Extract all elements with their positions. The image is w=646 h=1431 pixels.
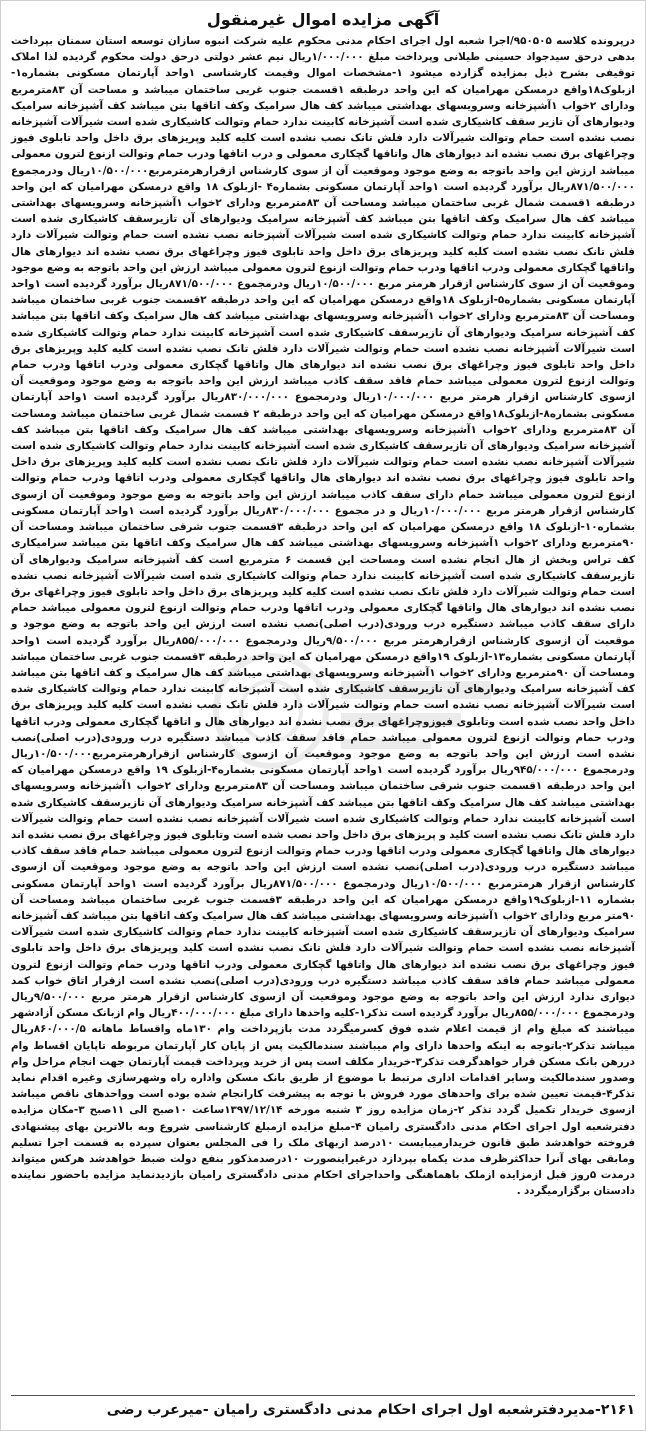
notice-signature: ۲۱۶۱-مدیردفترشعبه اول اجرای احکام مدنی دادگستری رامیان -میرعرب رضی xyxy=(11,1395,635,1420)
notice-title: آگهی مزایده اموال غیرمنقول xyxy=(206,10,440,29)
notice-body xyxy=(11,33,635,1200)
notice-body-text: درپرونده کلاسه ۹۵۰۵۰۵/اجرا شعبه اول اجرای احکام مدنی محکوم علیه شرکت انبوه سازان توسعه استان سمنان بپرداخت بدهی درحق سیدجواد حسینی طیلانی وپرداخت مبلغ ۱/۰۰۰/۰۰۰ریال نیم عشر دولتی درحق دولت محکوم گردیده لذا املاک توقیفی بشرح ذیل بمزایده گزارده میشود ۱-مشخصات اموال وقیمت کارشناسی ۱واحد آپارتمان مسکونی بشماره۱-ازبلوک۱۸واقع درمسکن مهرامیان که این واحد درطبقه ۱قسمت جنوب غربی ساختمان میباشد و مساحت آن ۸۳مترمربع ودارای ۲خواب ۱آشپزخانه وسرویسهای بهداشتی میباشد کف هال سرامیک وکف اتاقها بتن میباشد کف آشپزخانه سرامیک ودیوارهای آن تازیر سقف کاشیکاری شده است آشپزخانه کابینت ندارد حمام وتوالت کاشیکاری شده است شیرآلات آشپزخانه نصب نشده است حمام وتوالت شیرآلات دارد فلش تانک نصب نشده است کلیه کلید وپریزهای برق داخل واحد تابلوی فیوز وچراغهای برق نصب نشده اند دیوارهای هال واتاقها گچکاری معمولی و درب اتاقها ودرب حمام وتوالت ازنوع لترون معمولی میباشد ارزش این واحد باتوجه به وضع موجود وموقعیت آن از سوی کارشناس ازقرارهرمترمربع۱۰/۵۰۰/۰۰۰ریال ودرمجموع ۸۷۱/۵۰۰/۰۰۰ریال برآورد گردیده است ۱واحد آپارتمان مسکونی بشماره۴ -ازبلوک ۱۸ واقع درمسکن مهرامیان که این واحد درطبقه ۱قسمت شمال غربی ساختمان میباشد ومساحت آن ۸۳مترمربع ودارای ۲خواب ۱آشپزخانه وسرویسهای بهداشتی میباشد کف هال سرامیک وکف اتاقها بتن میباشد کف آشپزخانه سرامیک ودیوارهای آن تازیرسقف کاشیکاری شده است آشپزخانه کابینت ندارد حمام وتوالت کاشیکاری شده است شیرآلات آشپزخانه نصب نشده است حمام وتوالت شیرآلات دارد فلش تانک نصب نشده است کلیه کلید وپریزهای برق داخل واحد تابلوی فیوز وچراغهای برق نصب نشده اند دیوارهای هال واتاقها گچکاری معمولی ودرب اتاقها ودرب حمام وتوالت ازنوع لترون معمولی میباشد ارزش این واحد باتوجه به وضع موجود وموقعیت آن از سوی کارشناس ازقرار هرمتر مربع ۱۰/۵۰۰/۰۰۰ریال ودرمجموع ۸۷۱/۵۰۰/۰۰۰ریال برآورد گردیده است ۱واحد آپارتمان مسکونی بشماره۵-ازبلوک ۱۸واقع درمسکن مهرامیان که این واحد درطبقه ۲قسمت جنوب غربی ساختمان میباشد ومساحت آن ۸۳مترمربع ودارای ۲خواب ۱آشپزخانه وسرویسهای بهداشتی میباشد کف هال سرامیک وکف اتاقها بتن میباشد کف آشپزخانه سرامیک ودیوارهای آن تازیرسقف کاشیکاری شده است آشپزخانه کابینت ندارد حمام وتوالت کاشیکاری شده است شیرآلات آشپزخانه نصب نشده است حمام وتوالت شیرآلات دارد فلش تانک نصب نشده است کلیه کلید وپریزهای برق داخل واحد تابلوی فیوز وچراغهای برق نصب نشده اند دیوارهای هال واتاقها گچکاری معمولی ودرب اتاقها ودرب حمام وتوالت ازنوع لترون معمولی میباشد حمام فاقد سقف کاذب میباشد ارزش این واحد باتوجه به وضع موجود وموقعیت آن ازسوی کارشناس ازقرار هرمتر مربع ۱۰/۰۰۰/۰۰۰ریال ودرمجموع ۸۳۰/۰۰۰/۰۰۰ریال برآورد گردیده است ۱واحد آپارتمان مسکونی بشماره۸-ازبلوک۱۸واقع درمسکن مهرامیان که این واحد درطبقه ۲ قسمت شمال غربی ساختمان میباشد ومساحت آن ۸۳مترمربع ودارای ۲خواب ۱آشپزخانه وسرویسهای بهداشتی میباشد کف هال سرامیک وکف اتاقها بتن میباشد کف آشپزخانه سرامیک ودیوارهای آن تازیرسقف کاشیکاری شده است آشپزخانه کابینت ندارد حمام وتوالت کاشیکاری شده است شیرآلات آشپزخانه نصب نشده است حمام وتوالت شیرآلات دارد فلش تانک نصب نشده است کلیه کلید وپریزهای برق داخل واحد تابلوی فیوز وچراغهای برق نصب نشده اند دیوارهای هال واتاقها گچکاری معمولی ودرب اتاقها ودرب حمام وتوالت ازنوع لترون معمولی میباشد حمام دارای سقف کاذب میباشد ارزش این واحد باتوجه به وضع موجود وموقعیت آن ازسوی کارشناس ازقرار هرمتر مربع ۱۰/۰۰۰/۰۰۰ریال و در مجموع ۸۳۰/۰۰۰/۰۰۰ریال برآورد گردیده است ۱واحد آپارتمان مسکونی بشماره۱۰-ازبلوک ۱۸ واقع درمسکن مهرامیان که این واحد درطبقه ۳قسمت جنوب شرقی ساختمان میباشد ومساحت آن ۹۰مترمربع ودارای ۲خواب ۱آشپزخانه وسرویسهای بهداشتی میباشد کف هال سرامیک وکف اتاقها بتن میباشد سرامیکاری کف تراس وبخش از هال انجام نشده است ومساحت این قسمت ۶ مترمربع است کف آشپزخانه سرامیک ودیوارهای آن تازیرسقف کاشیکاری شده است آشپزخانه کابینت ندارد حمام وتوالت کاشیکاری شده است شیرآلات آشپزخانه نصب نشده است حمام وتوالت شیرآلات دارد فلش تانک نصب نشده است کلیه کلید وپریزهای برق داخل واحد تابلوی فیوز وچراغهای برق نصب نشده اند دیوارهای هال واتاقها گچکاری معمولی ودرب اتاقها ودرب حمام وتوالت ازنوع لترون معمولی میباشد حمام دارای سقف کاذب میباشد دستگیره درب ورودی(درب اصلی)نصب نشده است ارزش این واحد باتوجه به وضع موجود و موقعیت آن ازسوی کارشناس ازقرارهرمتر مربع ۹/۵۰۰/۰۰۰ریال ودرمجموع ۸۵۵/۰۰۰/۰۰۰ریال برآورد گردیده است ۱واحد آپارتمان مسکونی بشماره۱۳-ازبلوک ۱۹واقع درمسکن مهرامیان که این واحد درطبقه ۳قسمت جنوب غربی ساختمان میباشد ومساحت آن ۹۰مترمربع ودارای ۲خواب ۱آشپزخانه وسرویسهای بهداشتی میباشد کف هال سرامیک و کف اتاقها بتن میباشد کف آشپزخانه سرامیک ودیوارهای آن تازیرسقف کاشیکاری شده است آشپزخانه کابینت ندارد حمام وتوالت کاشیکاری شده است شیرآلات آشپزخانه نصب نشده است حمام وتوالت شیرآلات دارد فلش تانک نصب نشده است کلیه کلید وپریزهای برق داخل واحد نصب شده است وتابلوی فیوزوچراغهای برق نصب نشده اند دیوارهای هال و اتاقها گچکاری معمولی ودرب اتاقها ودرب حمام وتوالت ازنوع لترون معمولی میباشد حمام فاقد سقف کاذب میباشد دستگیره درب ورودی(درب اصلی)نصب نشده است ارزش این واحد باتوجه به وضع موجود وموقعیت آن ازسوی کارشناس ازقرارهرمترمربع۱۰/۵۰۰/۰۰۰ریال ودرمجموع ۹۴۵/۰۰۰/۰۰۰ریال برآورد گردیده است ۱واحد آپارتمان مسکونی بشماره۴-ازبلوک ۱۹ واقع درمسکن مهرامیان که این واحد درطبقه ۱قسمت جنوب شرقی ساختمان میباشد ومساحت آن ۸۳مترمربع ودارای ۲خواب ۱آشپزخانه وسرویسهای بهداشتی میباشد کف هال سرامیک وکف اتاقها بتن میباشد کف آشپزخانه سرامیک ودیوارهای آن تازیرسقف کاشیکاری شده است آشپزخانه کابینت ندارد حمام وتوالت کاشیکاری شده است شیرآلات آشپزخانه نصب نشده است حمام وتوالت شیرآلات دارد فلش تانک نصب نشده است کلید و پریزهای برق داخل واحد نصب شده است وتابلوی فیوز وچراغهای برق نصب نشده اند دیوارهای هال واتاقها گچکاری معمولی ودرب اتاقها ودرب حمام وتوالت ازنوع لترون معمولی میباشد حمام فاقد سقف کاذب میباشد دستگیره درب ورودی(درب اصلی)نصب نشده است ارزش این واحد باتوجه به وضع موجود وموقعیت آن ازسوی کارشناس ازقرار هرمترمربع ۱۰/۵۰۰/۰۰۰ریال ودرمجموع ۸۷۱/۵۰۰/۰۰۰ریال برآورد گردیده است ۱واحد آپارتمان مسکونی بشماره ۱۱-ازبلوک۱۹واقع درمسکن مهرامیان که این واحد درطبقه ۳قسمت جنوب غربی ساختمان میباشد ومساحت آن ۹۰متر مربع ودارای ۲خواب ۱آشپزخانه وسرویسهای بهداشتی میباشد کف هال سرامیک وکف اتاقها بتن میباشد کف آشپزخانه سرامیک ودیوارهای آن تازیرسقف کاشیکاری شده است آشپزخانه کابینت ندارد حمام وتوالت کاشیکاری شده است شیرآلات آشپزخانه نصب نشده است حمام وتوالت شیرآلات دارد فلش تانک نصب نشده است کلید وپریزهای برق داخل واحد تابلوی فیوز وچراغهای برق نصب نشده اند دیوارهای هال واتاقها گچکاری معمولی ودرب اتاقها ودرب حمام وتوالت ازنوع لترون معمولی میباشد حمام فاقد سقف کاذب میباشد دستگیره درب ورودی(درب اصلی)نصب نشده است ازقرار اتاق خواب کمد دیواری ندارد ارزش این واحد باتوجه به وضع موجود وموقعیت آن ازسوی کارشناس ازقرار هرمتر مربع ۹/۵۰۰/۰۰۰ریال ودرمجموع ۸۵۵/۰۰۰/۰۰۰ریال برآورد گردیده است تذکر۱-کلیه واحدها دارای مبلغ ۴۰۰/۰۰۰/۰۰۰ریال وام ازبانک مسکن آزادشهر میباشند که مبلغ وام از قیمت اعلام شده فوق کسرمیگردد مدت بازپرداخت وام ۱۳۰ماه واقساط ماهانه ۸۶۰/۰۰۰/۵ریال میباشد تذکر۲-باتوجه به اینکه واحدها دارای وام میباشند سندمالکیت پس از پایان کار آپارتمان مربوطه تاپایان اقساط وام دررهن بانک مسکن قرار خواهدگرفت تذکر۳-خریدار مکلف است پس از خرید وپرداخت قیمت آپارتمان جهت انجام مراحل وام وصدور سندمالکیت وسایر اقدامات اداری مرتبط با موضوع از طریق بانک مسکن واداره راه وشهرسازی وغیره اقدام نماید تذکر۴-قیمت تعیین شده برای واحدهای مورد فروش با توجه به پیشرفت کارانجام شده بوده است وواحدهای ناقص میباشد ازسوی خریدار تکمیل گردد تذکر ۲-زمان مزایده روز ۳ شنبه مورخه ۱۳۹۷/۱۲/۱۴ساعت ۱۰صبح الی ۱۱صبح ۳-مکان مزایده دفترشعبه اول اجرای احکام مدنی دادگستری رامیان ۴-مبلغ مزایده ازمبلغ کارشناسی شروع وبه بالاترین بهای پیشنهادی فروخته خواهدشد طبق قانون خریدارمیبایست ۱۰درصد ازبهای ملک را فی المجلس بعنوان سپرده به قسمت اجرا تسلیم ومابقی بهای آنرا حداکثرظرف مدت یکماه بپردازد درغیراینصورت ۱۰درصدمذکور بنفع دولت ضبط خواهدشد هرکس میتواند درمدت ۵روز قبل ازمزایده ازملک باهماهنگی واحداجرای احکام مدنی دادگستری رامیان بازدیدنماید مزایده باحضور نماینده دادستان برگزارمیگردد . xyxy=(11,35,636,1198)
